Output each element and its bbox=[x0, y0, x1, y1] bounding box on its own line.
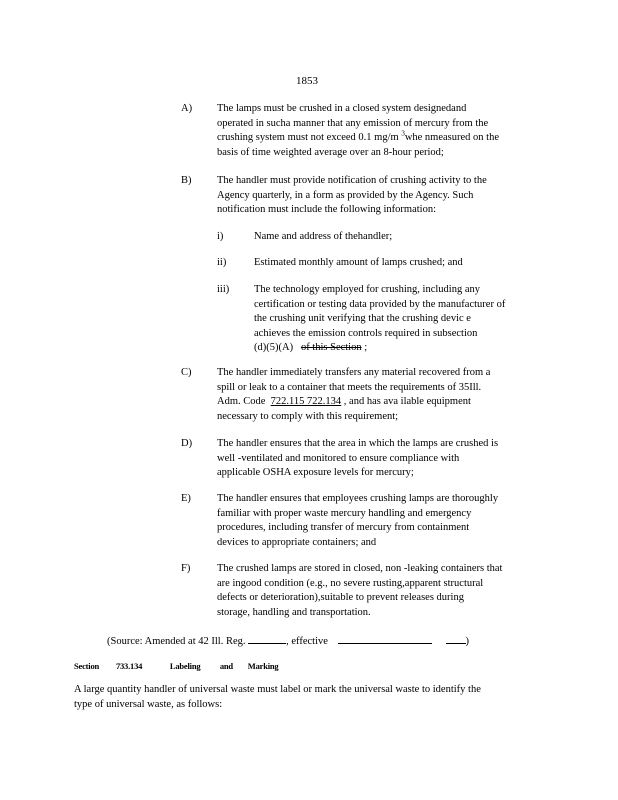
trailing-blank[interactable] bbox=[446, 632, 466, 644]
subitem-i-number: i) bbox=[217, 231, 224, 242]
item-b-line-1: The handler must provide notification of crushing activity to the bbox=[217, 175, 487, 186]
section-title-word-3: Marking bbox=[247, 661, 279, 671]
item-e-line-2: familiar with proper waste mercury handling and emergency bbox=[217, 507, 472, 519]
section-title-word-1: Labeling bbox=[169, 661, 201, 671]
item-a-line-4: basis of time weighted average over an 8-hour period; bbox=[217, 146, 444, 158]
subitem-iii-line-5 bbox=[254, 341, 505, 356]
source-prefix: (Source: Amended at 42 Ill. Reg. bbox=[107, 636, 246, 647]
item-a-line-3-end: whe nmeasured on the bbox=[404, 132, 499, 143]
item-e-line-3: procedures, including transfer of mercury from containment bbox=[217, 522, 470, 533]
item-f-text bbox=[217, 562, 502, 620]
section-body-line-2: type of universal waste, as follows: bbox=[74, 698, 223, 710]
superscript-3: 3 bbox=[401, 129, 405, 138]
section-label: Section bbox=[74, 661, 100, 671]
item-a-line-2: operated in sucha manner that any emission of mercury from the bbox=[217, 117, 489, 129]
item-a-letter: A) bbox=[181, 103, 193, 114]
item-f-line-1: The crushed lamps are stored in closed, non -leaking containers that bbox=[217, 563, 503, 574]
subitem-i-text bbox=[254, 230, 392, 245]
item-c-line-3-end: , and has ava ilable equipment bbox=[341, 396, 471, 407]
subitem-iii-number: iii) bbox=[217, 284, 230, 295]
item-e-line-1: The handler ensures that employees crushing lamps are thoroughly bbox=[217, 493, 499, 504]
item-a-text bbox=[217, 102, 499, 160]
item-b-letter: B) bbox=[181, 175, 192, 186]
section-body-line-1: A large quantity handler of universal waste must label or mark the universal waste to identify the bbox=[74, 684, 481, 695]
item-b-text bbox=[217, 174, 487, 218]
item-d-letter: D) bbox=[181, 438, 193, 449]
subitem-ii-text bbox=[254, 256, 463, 271]
source-note bbox=[107, 632, 469, 650]
subitem-ii-number: ii) bbox=[217, 257, 227, 268]
source-middle: , effective bbox=[286, 636, 328, 647]
page-number: 1853 bbox=[296, 75, 318, 87]
subitem-iii-line-5-start: (d)(5)(A) bbox=[254, 342, 294, 353]
item-d-line-3: applicable OSHA exposure levels for mercury; bbox=[217, 467, 414, 478]
source-suffix: ) bbox=[465, 636, 470, 647]
item-c-letter: C) bbox=[181, 367, 192, 378]
item-d-line-2: well -ventilated and monitored to ensure compliance with bbox=[217, 452, 460, 464]
struck-through-text: of this Section bbox=[300, 342, 362, 353]
subitem-iii-line-1: The technology employed for crushing, including any bbox=[254, 284, 480, 295]
item-c-line-2: spill or leak to a container that meets the requirements of 35Ill. bbox=[217, 381, 482, 393]
subitem-iii-line-3: the crushing unit verifying that the crushing devic e bbox=[254, 313, 471, 324]
effective-date-blank[interactable] bbox=[338, 632, 432, 644]
item-b-line-3: notification must include the following information: bbox=[217, 204, 437, 215]
section-heading bbox=[74, 659, 278, 674]
item-c-line-3-start: Adm. Code bbox=[217, 396, 266, 407]
item-f-letter: F) bbox=[181, 563, 191, 574]
item-c-text bbox=[217, 366, 490, 424]
subitem-ii-line-1: Estimated monthly amount of lamps crushed; and bbox=[254, 257, 463, 268]
subitem-iii-line-2: certification or testing data provided by the manufacturer of bbox=[254, 298, 506, 310]
item-c-line-1: The handler immediately transfers any material recovered from a bbox=[217, 367, 491, 378]
item-a-line-3-start: crushing system must not exceed 0.1 mg/m bbox=[217, 132, 399, 143]
item-c-line-4: necessary to comply with this requirement; bbox=[217, 410, 399, 422]
subitem-iii-line-4: achieves the emission controls required in subsection bbox=[254, 327, 478, 339]
item-d-line-1: The handler ensures that the area in which the lamps are crushed is bbox=[217, 438, 499, 449]
subitem-iii-text bbox=[254, 283, 505, 356]
item-e-text bbox=[217, 492, 498, 550]
item-a-line-3 bbox=[217, 131, 499, 146]
item-f-line-4: storage, handling and transportation. bbox=[217, 606, 371, 618]
subitem-i-line-1: Name and address of thehandler; bbox=[254, 231, 393, 242]
section-title-word-2: and bbox=[219, 661, 233, 671]
item-a-line-1: The lamps must be crushed in a closed system designedand bbox=[217, 103, 467, 114]
item-e-letter: E) bbox=[181, 493, 191, 504]
item-d-text bbox=[217, 437, 498, 481]
item-f-line-2: are ingood condition (e.g., no severe rusting,apparent structural bbox=[217, 577, 484, 589]
item-c-line-3 bbox=[217, 395, 490, 410]
subitem-iii-line-5-end: ; bbox=[361, 342, 368, 353]
section-body bbox=[74, 683, 481, 712]
item-f-line-3: defects or deterioration),suitable to prevent releases during bbox=[217, 592, 464, 603]
section-code: 733.134 bbox=[115, 661, 143, 671]
register-volume-blank[interactable] bbox=[248, 632, 286, 644]
item-e-line-4: devices to appropriate containers; and bbox=[217, 536, 377, 548]
code-reference-link[interactable]: 722.115 722.134 bbox=[270, 396, 342, 407]
item-b-line-2: Agency quarterly, in a form as provided by the Agency. Such bbox=[217, 189, 474, 201]
